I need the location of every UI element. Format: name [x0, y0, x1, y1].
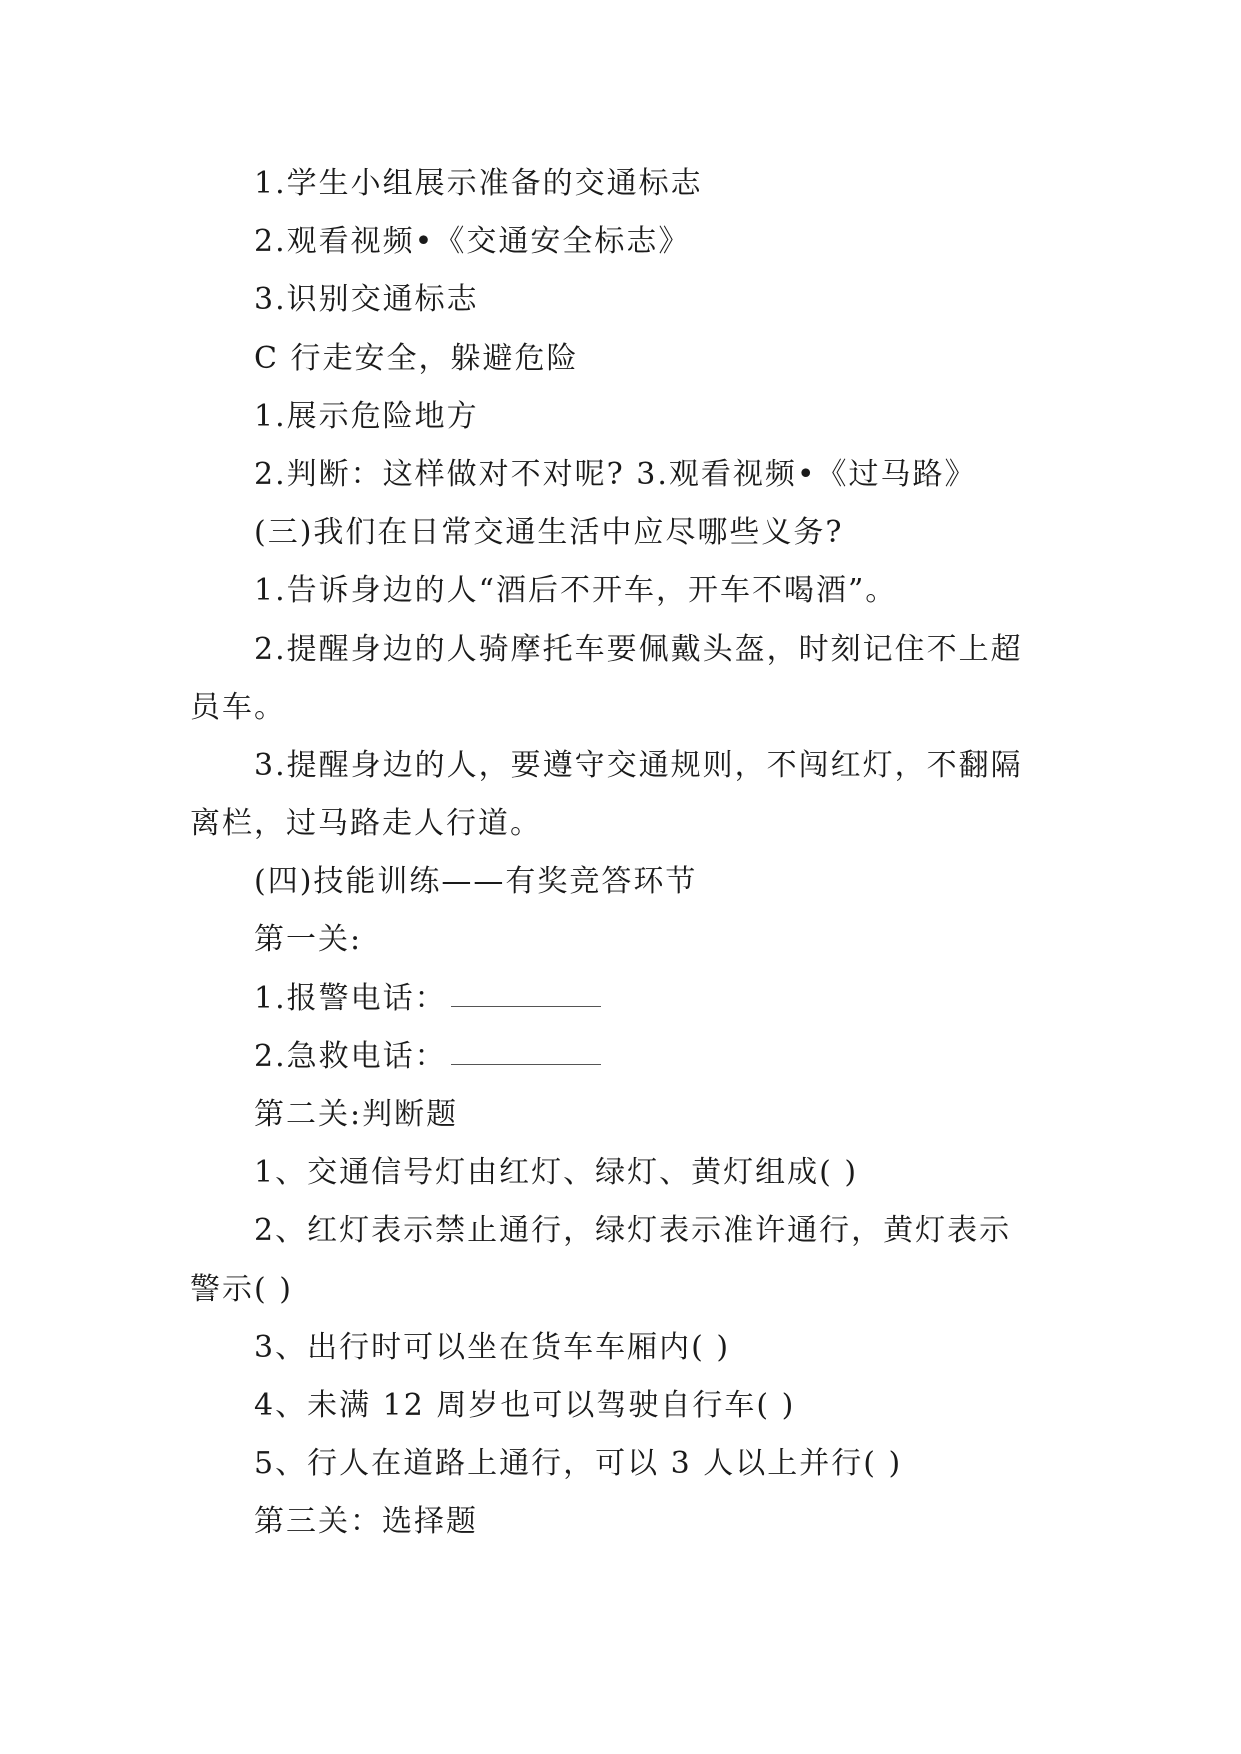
- question-text: 2.急救电话：: [254, 1038, 447, 1074]
- document-body: [190, 155, 1062, 1552]
- paragraph-continuation: 离栏，过马路走人行道。: [190, 806, 542, 842]
- paragraph-line: 2.提醒身边的人骑摩托车要佩戴头盔，时刻记住不上超: [254, 631, 1023, 667]
- paragraph-line: 3.识别交通标志: [254, 282, 479, 318]
- answer-blank: [451, 1005, 601, 1007]
- answer-blank: [451, 1063, 601, 1065]
- true-false-question: 5、行人在道路上通行，可以 3 人以上并行( ): [254, 1446, 903, 1482]
- true-false-question: 4、未满 12 周岁也可以驾驶自行车( ): [254, 1387, 796, 1423]
- fill-in-question: [190, 970, 1062, 1028]
- paragraph-line: 2.观看视频•《交通安全标志》: [254, 224, 691, 260]
- true-false-question: 3、出行时可以坐在货车车厢内( ): [254, 1329, 731, 1365]
- level-heading: 第三关：选择题: [254, 1504, 478, 1540]
- paragraph-line: C 行走安全，躲避危险: [254, 340, 579, 376]
- paragraph-continuation: 员车。: [190, 689, 286, 725]
- question-text: 1.报警电话：: [254, 980, 447, 1016]
- section-heading: (三)我们在日常交通生活中应尽哪些义务?: [254, 515, 844, 551]
- true-false-question: 1、交通信号灯由红灯、绿灯、黄灯组成( ): [254, 1155, 859, 1191]
- level-heading: 第二关:判断题: [254, 1097, 459, 1132]
- paragraph-line: 1.学生小组展示准备的交通标志: [254, 166, 703, 201]
- paragraph-line: 1.告诉身边的人“酒后不开车，开车不喝酒”。: [254, 573, 898, 609]
- fill-in-question: [190, 1028, 1062, 1086]
- paragraph-line: 1.展示危险地方: [254, 398, 479, 434]
- paragraph-line: 2.判断：这样做对不对呢? 3.观看视频•《过马路》: [254, 456, 977, 492]
- paragraph-continuation: 警示( ): [190, 1271, 293, 1307]
- paragraph-line: 3.提醒身边的人，要遵守交通规则，不闯红灯，不翻隔: [254, 747, 1023, 783]
- section-heading: (四)技能训练——有奖竞答环节: [254, 864, 698, 900]
- true-false-question: 2、红灯表示禁止通行，绿灯表示准许通行，黄灯表示: [254, 1213, 1012, 1249]
- level-heading: 第一关:: [254, 922, 363, 958]
